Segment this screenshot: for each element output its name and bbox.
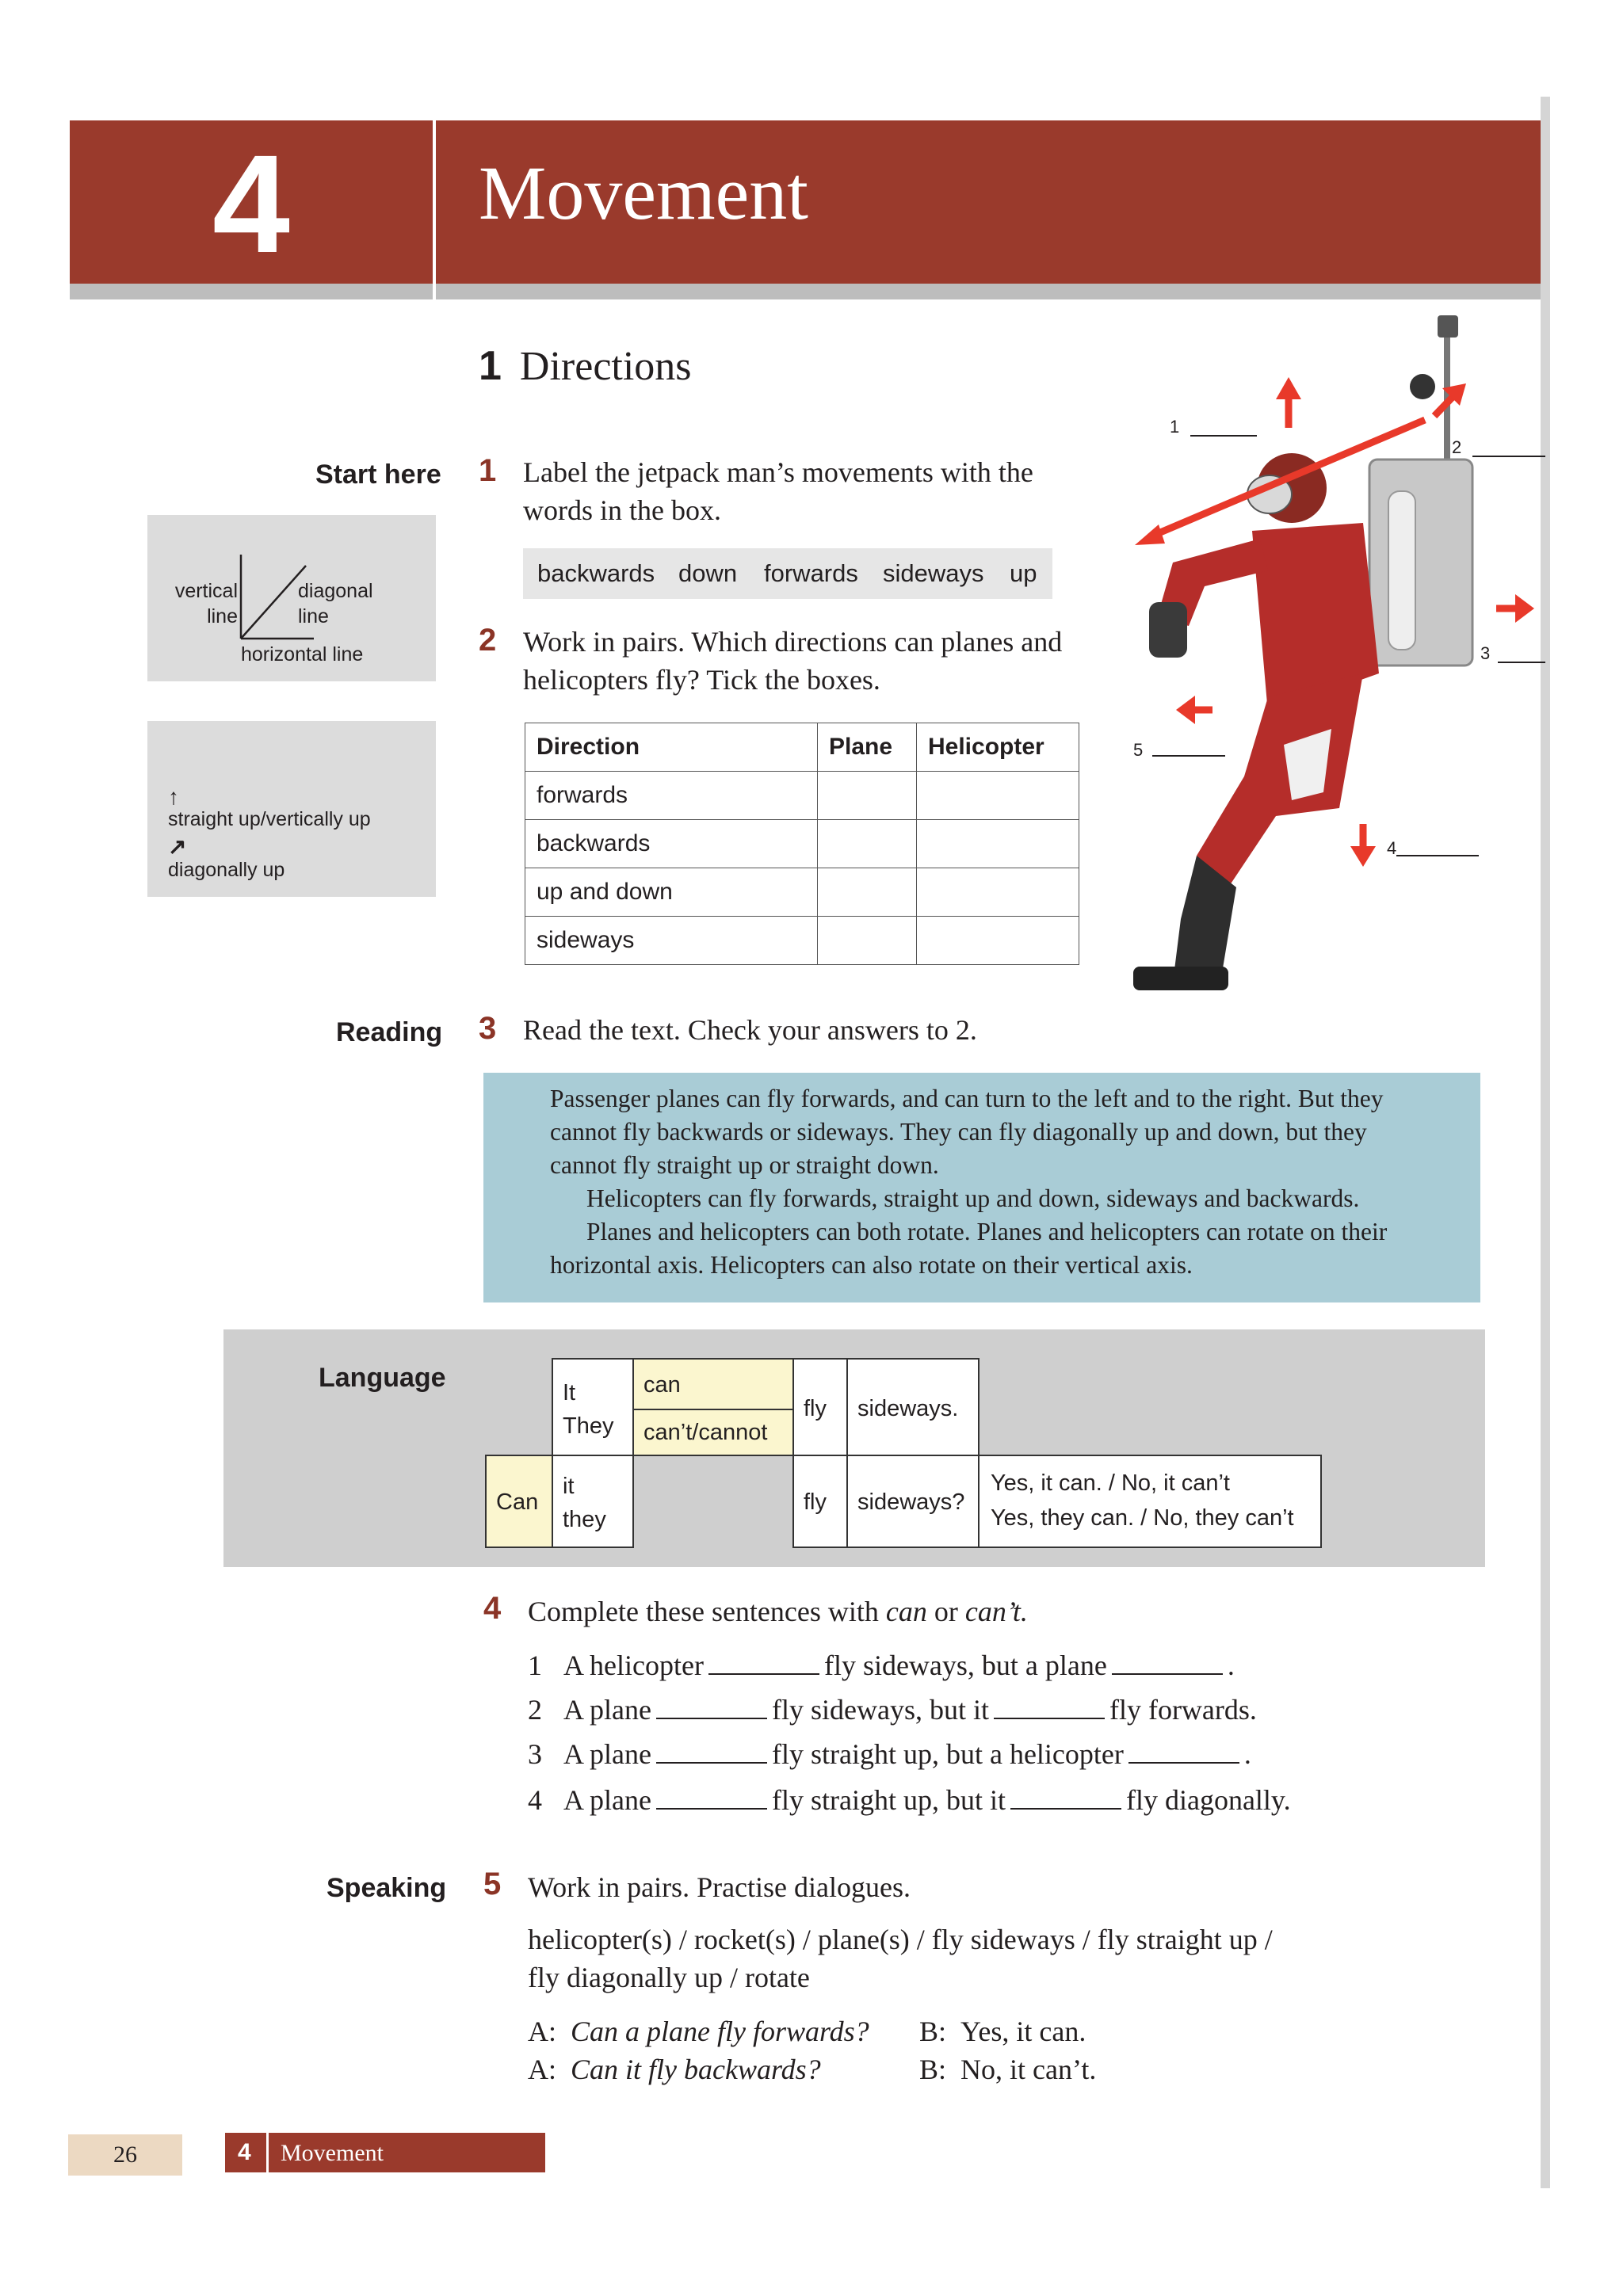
verb-cell-2: fly <box>792 1455 848 1548</box>
plane-checkbox[interactable] <box>818 772 917 820</box>
answer-blank[interactable] <box>656 1737 767 1764</box>
helicopter-checkbox[interactable] <box>917 868 1079 917</box>
plane-checkbox[interactable] <box>818 917 917 965</box>
footer-chapter-number: 4 <box>238 2139 251 2165</box>
answer-blank[interactable] <box>1128 1737 1239 1764</box>
banner-divider <box>433 120 436 299</box>
word-forwards: forwards <box>764 559 858 587</box>
table-row <box>525 772 1079 820</box>
section-title: Directions <box>519 344 692 389</box>
ex2-instruction: Work in pairs. Which directions can planes and helicopters fly? Tick the boxes. <box>523 626 1063 696</box>
reading-text <box>550 1082 1406 1282</box>
up-arrow-icon: ↑ <box>168 784 179 809</box>
subject-cell-1: It They <box>552 1358 634 1456</box>
speaking-label: Speaking <box>327 1873 447 1903</box>
ex4-number: 4 <box>483 1591 502 1626</box>
directions-box <box>147 721 436 897</box>
answer-blank[interactable] <box>656 1692 767 1719</box>
jetpack-man-figure <box>1102 301 1545 1014</box>
diagonal-arrow-icon: ↗ <box>168 834 187 859</box>
adverb-cell-2: sideways? <box>846 1455 980 1548</box>
answer-blank[interactable] <box>708 1648 819 1675</box>
word-backwards: backwards <box>537 559 655 587</box>
table-row <box>525 868 1079 917</box>
figure-label-3: 3 <box>1480 643 1491 663</box>
footer-chapter-bar <box>225 2133 545 2172</box>
helicopter-checkbox[interactable] <box>917 772 1079 820</box>
answers-cell: Yes, it can. / No, it can’t Yes, they can. / No, they can’t <box>978 1455 1322 1548</box>
ex4-instruction: Complete these sentences with can or can’t. <box>528 1596 1028 1627</box>
subject-cell-2: it they <box>552 1455 634 1548</box>
language-label: Language <box>319 1363 446 1393</box>
straight-up-label: straight up/vertically up <box>168 808 371 830</box>
jetpack-unit <box>1369 460 1472 666</box>
ex5-prompts: helicopter(s) / rocket(s) / plane(s) / fly sideways / fly straight up / fly diagonally up / rotate <box>528 1924 1273 1993</box>
answer-blank[interactable] <box>1112 1648 1223 1675</box>
header-direction: Direction <box>525 723 818 772</box>
dialogue-line-a2: A: Can it fly backwards? <box>528 2054 821 2085</box>
page-number: 26 <box>68 2134 182 2176</box>
dialogue-line-a1: A: Can a plane fly forwards? <box>528 2016 869 2047</box>
plane-checkbox[interactable] <box>818 820 917 868</box>
dialogue-line-b2: B: No, it can’t. <box>919 2054 1097 2085</box>
ex3-number: 3 <box>479 1011 497 1046</box>
row-label: sideways <box>525 917 818 965</box>
answer-blank[interactable] <box>994 1692 1105 1719</box>
ex5-number: 5 <box>483 1867 502 1901</box>
sentence-3: 3 A plane fly straight up, but a helicopter . <box>528 1738 1251 1770</box>
diagonal-line-label: diagonal line <box>298 580 373 627</box>
header-helicopter: Helicopter <box>917 723 1079 772</box>
adverb-cell-1: sideways. <box>846 1358 980 1456</box>
footer-divider <box>266 2133 269 2172</box>
ex5-instruction: Work in pairs. Practise dialogues. <box>528 1871 911 1903</box>
row-label: backwards <box>525 820 818 868</box>
word-down: down <box>678 559 738 587</box>
footer-chapter-title: Movement <box>281 2140 384 2166</box>
sentence-1: 1 A helicopter fly sideways, but a plane . <box>528 1650 1235 1681</box>
chapter-title: Movement <box>479 151 808 235</box>
figure-label-2: 2 <box>1452 437 1462 457</box>
banner-stripe <box>70 284 1545 299</box>
vertical-line-label: vertical line <box>174 580 238 627</box>
ex2-number: 2 <box>479 623 497 658</box>
reading-paragraph-2: Helicopters can fly forwards, straight up and down, sideways and backwards. <box>586 1184 1360 1212</box>
table-header-row <box>525 723 1079 772</box>
figure-label-4: 4 <box>1387 838 1397 858</box>
row-label: up and down <box>525 868 818 917</box>
sentence-4: 4 A plane fly straight up, but it fly diagonally. <box>528 1784 1291 1816</box>
line-types-box <box>147 515 436 681</box>
word-up: up <box>1010 559 1037 587</box>
word-box <box>523 548 1052 599</box>
table-row <box>525 917 1079 965</box>
dialogue-line-b1: B: Yes, it can. <box>919 2016 1086 2047</box>
reading-paragraph-3: Planes and helicopters can both rotate. Planes and helicopters can rotate on their horizontal axis. Helicopters can also rotate on their vertical axis. <box>550 1218 1388 1279</box>
ex1-number: 1 <box>479 453 497 488</box>
section-number: 1 <box>479 343 502 389</box>
verb-cell-1: fly <box>792 1358 848 1456</box>
modal-cell: can can’t/cannot <box>632 1358 794 1456</box>
plane-checkbox[interactable] <box>818 868 917 917</box>
ex1-instruction: Label the jetpack man’s movements with the words in the box. <box>523 456 1033 526</box>
start-here-label: Start here <box>315 460 441 490</box>
word-sideways: sideways <box>883 559 984 587</box>
reading-paragraph-1: Passenger planes can fly forwards, and can turn to the left and to the right. But they cannot fly backwards or sideways. They can fly diagonally up and down, but they cannot fly straight up or straight down. <box>550 1085 1384 1179</box>
horizontal-line-label: horizontal line <box>241 643 364 666</box>
diagonally-up-label: diagonally up <box>168 859 285 881</box>
answer-blank[interactable] <box>656 1783 767 1810</box>
can-cell: Can <box>485 1455 553 1548</box>
row-label: forwards <box>525 772 818 820</box>
figure-label-1: 1 <box>1170 417 1180 437</box>
helicopter-checkbox[interactable] <box>917 917 1079 965</box>
helicopter-checkbox[interactable] <box>917 820 1079 868</box>
ex3-instruction: Read the text. Check your answers to 2. <box>523 1014 977 1046</box>
legs <box>1197 673 1363 887</box>
answer-blank[interactable] <box>1010 1783 1121 1810</box>
figure-label-5: 5 <box>1133 740 1144 760</box>
section-heading <box>479 342 692 390</box>
reading-label: Reading <box>336 1017 443 1047</box>
direction-table <box>525 723 1079 965</box>
header-plane: Plane <box>818 723 917 772</box>
chapter-number: 4 <box>212 127 290 282</box>
sentence-2: 2 A plane fly sideways, but it fly forwards. <box>528 1694 1257 1726</box>
table-row <box>525 820 1079 868</box>
